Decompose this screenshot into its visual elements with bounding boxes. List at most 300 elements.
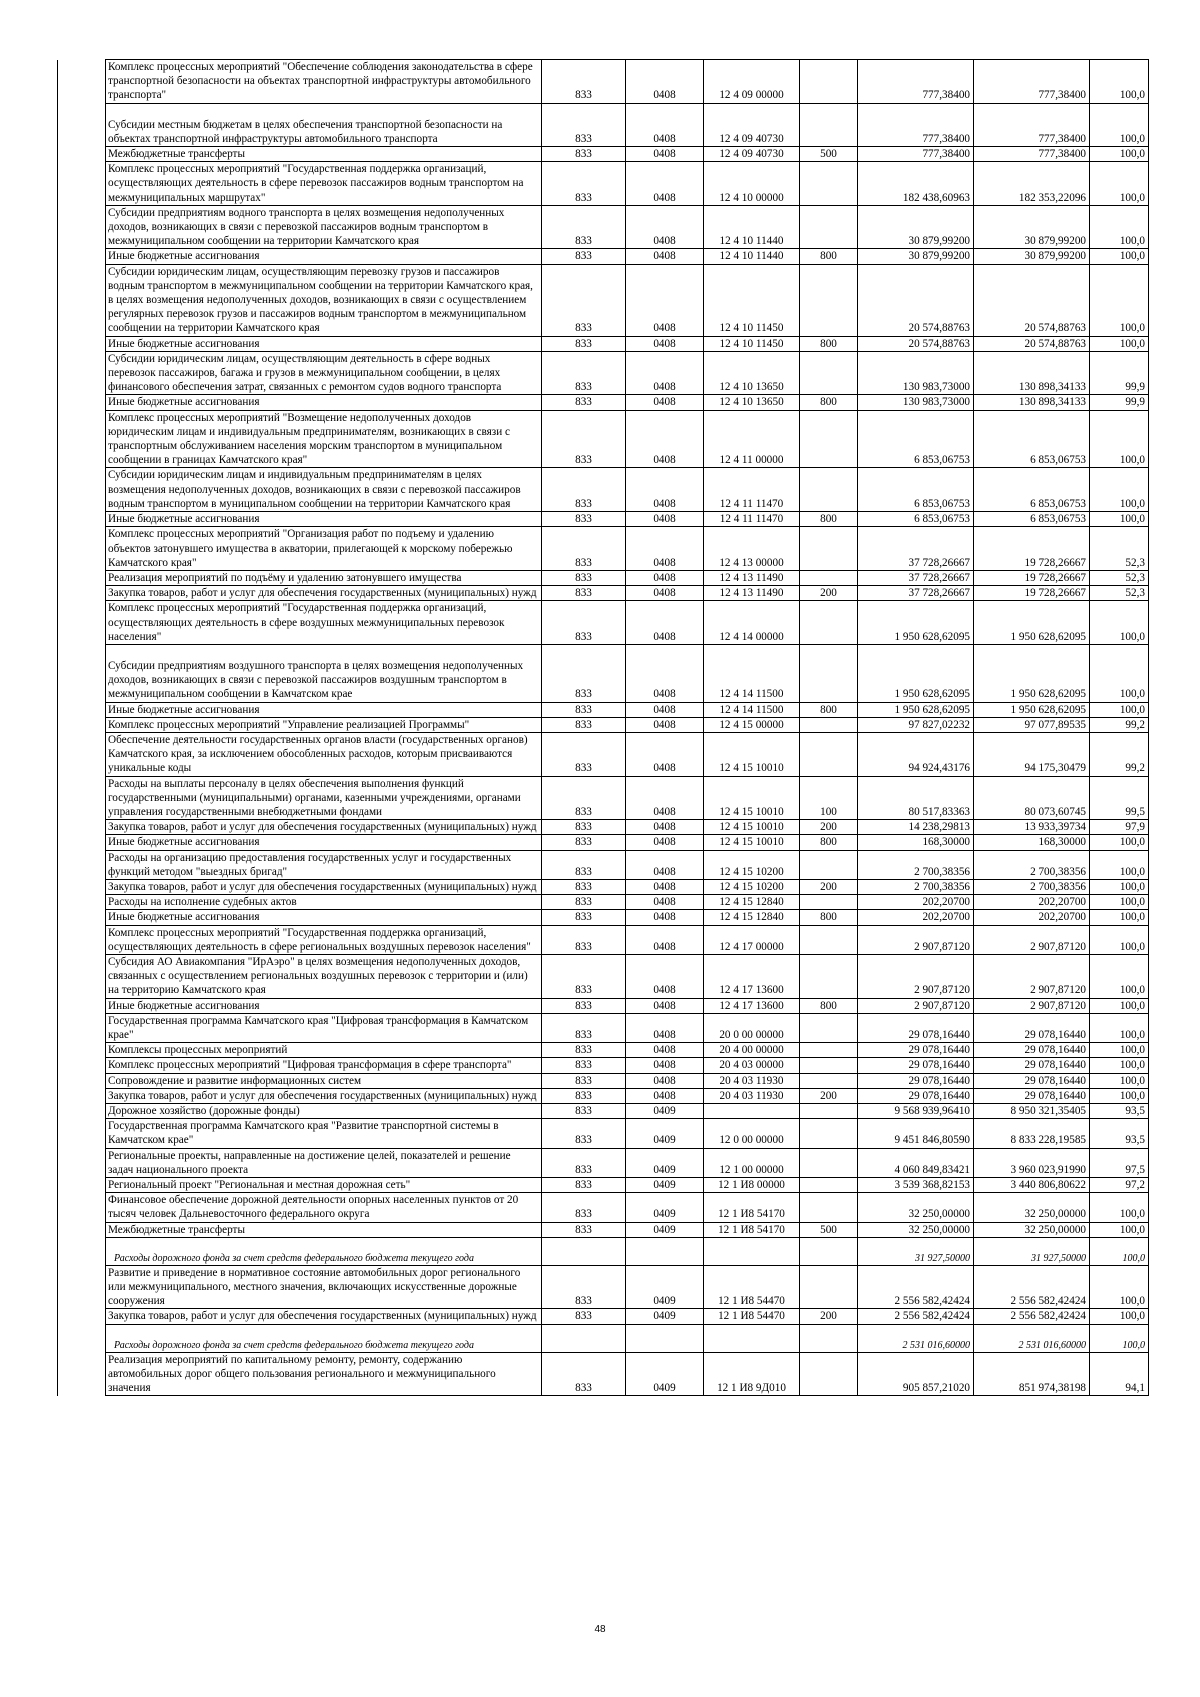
row-percent: 100,0 xyxy=(1090,264,1149,336)
row-plan-amount: 1 950 628,62095 xyxy=(858,644,974,702)
row-admin-code: 833 xyxy=(542,586,626,601)
row-name: Межбюджетные трансферты xyxy=(106,147,542,162)
row-percent: 99,9 xyxy=(1090,395,1149,410)
row-percent: 97,5 xyxy=(1090,1148,1149,1177)
table-row xyxy=(58,601,1149,645)
row-expense-type xyxy=(800,103,858,146)
row-blank-cell xyxy=(58,395,106,410)
table-row xyxy=(58,1119,1149,1148)
row-expense-type xyxy=(800,1265,858,1309)
row-blank-cell xyxy=(58,1013,106,1042)
row-target-code: 12 4 14 11500 xyxy=(704,644,800,702)
row-expense-type xyxy=(800,1193,858,1222)
row-fact-amount: 6 853,06753 xyxy=(974,410,1090,468)
row-admin-code: 833 xyxy=(542,336,626,351)
row-section-code: 0408 xyxy=(626,103,704,146)
table-row xyxy=(58,1058,1149,1073)
row-percent: 100,0 xyxy=(1090,910,1149,925)
row-section-code: 0408 xyxy=(626,147,704,162)
row-target-code: 12 4 10 13650 xyxy=(704,395,800,410)
row-section-code: 0408 xyxy=(626,732,704,776)
table-row xyxy=(58,1104,1149,1119)
row-fact-amount: 6 853,06753 xyxy=(974,468,1090,512)
row-expense-type: 800 xyxy=(800,702,858,717)
row-admin-code: 833 xyxy=(542,644,626,702)
row-percent: 100,0 xyxy=(1090,1324,1149,1352)
row-target-code: 12 1 00 00000 xyxy=(704,1148,800,1177)
row-percent: 100,0 xyxy=(1090,1237,1149,1265)
row-admin-code: 833 xyxy=(542,162,626,206)
row-expense-type xyxy=(800,60,858,104)
table-row xyxy=(58,850,1149,879)
table-row xyxy=(58,910,1149,925)
row-blank-cell xyxy=(58,1352,106,1396)
row-section-code: 0408 xyxy=(626,527,704,571)
row-name: Комплексы процессных мероприятий xyxy=(106,1043,542,1058)
row-expense-type: 800 xyxy=(800,910,858,925)
row-name: Государственная программа Камчатского края "Развитие транспортной системы в Камчатском крае" xyxy=(106,1119,542,1148)
row-plan-amount: 130 983,73000 xyxy=(858,351,974,395)
row-section-code: 0408 xyxy=(626,1043,704,1058)
row-name: Расходы дорожного фонда за счет средств федерального бюджета текущего года xyxy=(106,1324,542,1352)
budget-table-sheet xyxy=(57,59,1148,1396)
table-row xyxy=(58,351,1149,395)
row-blank-cell xyxy=(58,1222,106,1237)
row-target-code: 12 4 13 11490 xyxy=(704,586,800,601)
row-fact-amount: 29 078,16440 xyxy=(974,1073,1090,1088)
table-row xyxy=(58,527,1149,571)
row-expense-type xyxy=(800,644,858,702)
row-plan-amount: 37 728,26667 xyxy=(858,527,974,571)
row-section-code: 0408 xyxy=(626,249,704,264)
row-section-code: 0408 xyxy=(626,468,704,512)
row-percent: 100,0 xyxy=(1090,410,1149,468)
row-section-code: 0408 xyxy=(626,1088,704,1103)
row-blank-cell xyxy=(58,776,106,820)
row-plan-amount: 6 853,06753 xyxy=(858,410,974,468)
row-fact-amount: 130 898,34133 xyxy=(974,395,1090,410)
row-name: Субсидии предприятиям водного транспорта в целях возмещения недополученных доходов, возникающих в связи с перевозкой пассажиров водным транспортом в межмуниципальном сообщении на территории Камчатского края xyxy=(106,205,542,249)
row-admin-code: 833 xyxy=(542,954,626,998)
row-expense-type: 200 xyxy=(800,879,858,894)
row-admin-code xyxy=(542,1324,626,1352)
row-expense-type: 500 xyxy=(800,147,858,162)
row-expense-type xyxy=(800,1104,858,1119)
row-percent: 100,0 xyxy=(1090,205,1149,249)
row-fact-amount: 6 853,06753 xyxy=(974,512,1090,527)
row-target-code: 12 4 09 00000 xyxy=(704,60,800,104)
row-section-code: 0409 xyxy=(626,1104,704,1119)
row-percent: 100,0 xyxy=(1090,702,1149,717)
row-fact-amount: 1 950 628,62095 xyxy=(974,702,1090,717)
row-fact-amount: 30 879,99200 xyxy=(974,205,1090,249)
row-plan-amount: 32 250,00000 xyxy=(858,1222,974,1237)
row-name: Субсидии юридическим лицам, осуществляющим деятельность в сфере водных перевозок пассажиров, багажа и грузов в межмуниципальном сообщении, в целях финансового обеспечения затрат, связанных с ремонтом судов водного транспорта xyxy=(106,351,542,395)
row-fact-amount: 19 728,26667 xyxy=(974,586,1090,601)
row-fact-amount: 130 898,34133 xyxy=(974,351,1090,395)
row-section-code: 0408 xyxy=(626,162,704,206)
row-expense-type xyxy=(800,1043,858,1058)
row-section-code: 0408 xyxy=(626,570,704,585)
row-name: Реализация мероприятий по капитальному ремонту, ремонту, содержанию автомобильных дорог общего пользования регионального и межмуниципального значения xyxy=(106,1352,542,1396)
row-expense-type xyxy=(800,264,858,336)
row-admin-code: 833 xyxy=(542,249,626,264)
row-plan-amount: 182 438,60963 xyxy=(858,162,974,206)
row-plan-amount: 2 556 582,42424 xyxy=(858,1309,974,1324)
table-row xyxy=(58,264,1149,336)
row-plan-amount: 30 879,99200 xyxy=(858,249,974,264)
row-fact-amount: 2 556 582,42424 xyxy=(974,1265,1090,1309)
row-percent: 100,0 xyxy=(1090,147,1149,162)
row-expense-type xyxy=(800,850,858,879)
row-blank-cell xyxy=(58,1265,106,1309)
row-admin-code: 833 xyxy=(542,835,626,850)
row-name: Комплекс процессных мероприятий "Государственная поддержка организаций, осуществляющих деятельность в сфере воздушных межмуниципальных перевозок населения" xyxy=(106,601,542,645)
row-name: Субсидии местным бюджетам в целях обеспечения транспортной безопасности на объектах транспортной инфраструктуры автомобильного транспорта xyxy=(106,103,542,146)
row-fact-amount: 2 700,38356 xyxy=(974,879,1090,894)
table-row xyxy=(58,60,1149,104)
row-admin-code: 833 xyxy=(542,1119,626,1148)
row-name: Субсидии юридическим лицам, осуществляющим перевозку грузов и пассажиров водным транспортом в межмуниципальном сообщении на территории Камчатского края, в целях возмещения недополученных доходов, возникающих в связи с осуществлением регулярных перевозок грузов и пассажиров водным транспортом в межмуниципальном сообщении на территории Камчатского края xyxy=(106,264,542,336)
row-section-code: 0408 xyxy=(626,702,704,717)
row-target-code: 12 4 09 40730 xyxy=(704,147,800,162)
row-target-code: 20 4 03 11930 xyxy=(704,1088,800,1103)
row-admin-code: 833 xyxy=(542,1178,626,1193)
table-row xyxy=(58,147,1149,162)
row-expense-type xyxy=(800,205,858,249)
row-expense-type xyxy=(800,601,858,645)
row-percent: 100,0 xyxy=(1090,850,1149,879)
row-expense-type xyxy=(800,1058,858,1073)
row-percent: 100,0 xyxy=(1090,468,1149,512)
row-percent: 99,2 xyxy=(1090,717,1149,732)
row-percent: 100,0 xyxy=(1090,895,1149,910)
row-target-code: 12 4 10 13650 xyxy=(704,351,800,395)
row-percent: 100,0 xyxy=(1090,1058,1149,1073)
row-blank-cell xyxy=(58,1193,106,1222)
row-section-code: 0408 xyxy=(626,1073,704,1088)
row-percent: 99,2 xyxy=(1090,732,1149,776)
row-plan-amount: 29 078,16440 xyxy=(858,1058,974,1073)
table-row xyxy=(58,410,1149,468)
row-name: Дорожное хозяйство (дорожные фонды) xyxy=(106,1104,542,1119)
row-name: Обеспечение деятельности государственных органов власти (государственных органов) Камчатского края, за исключением обособленных расходов, которым присваиваются уникальные коды xyxy=(106,732,542,776)
row-section-code: 0408 xyxy=(626,910,704,925)
row-plan-amount: 905 857,21020 xyxy=(858,1352,974,1396)
row-expense-type xyxy=(800,1119,858,1148)
row-target-code: 12 1 И8 9Д010 xyxy=(704,1352,800,1396)
row-target-code: 12 1 И8 54470 xyxy=(704,1265,800,1309)
row-fact-amount: 19 728,26667 xyxy=(974,527,1090,571)
row-admin-code: 833 xyxy=(542,850,626,879)
row-name: Закупка товаров, работ и услуг для обеспечения государственных (муниципальных) нужд xyxy=(106,1309,542,1324)
row-fact-amount: 19 728,26667 xyxy=(974,570,1090,585)
row-percent: 100,0 xyxy=(1090,1088,1149,1103)
row-expense-type xyxy=(800,925,858,954)
row-blank-cell xyxy=(58,601,106,645)
table-row xyxy=(58,954,1149,998)
row-blank-cell xyxy=(58,205,106,249)
row-name: Закупка товаров, работ и услуг для обеспечения государственных (муниципальных) нужд xyxy=(106,586,542,601)
row-expense-type xyxy=(800,468,858,512)
row-percent: 100,0 xyxy=(1090,925,1149,954)
row-plan-amount: 6 853,06753 xyxy=(858,468,974,512)
row-target-code: 20 4 03 11930 xyxy=(704,1073,800,1088)
row-expense-type: 800 xyxy=(800,395,858,410)
row-section-code: 0408 xyxy=(626,351,704,395)
row-blank-cell xyxy=(58,895,106,910)
row-fact-amount: 31 927,50000 xyxy=(974,1237,1090,1265)
table-row xyxy=(58,895,1149,910)
row-target-code: 12 4 10 11450 xyxy=(704,336,800,351)
row-fact-amount: 3 960 023,91990 xyxy=(974,1148,1090,1177)
row-plan-amount: 20 574,88763 xyxy=(858,264,974,336)
row-blank-cell xyxy=(58,820,106,835)
row-target-code: 12 0 00 00000 xyxy=(704,1119,800,1148)
row-blank-cell xyxy=(58,336,106,351)
row-admin-code: 833 xyxy=(542,264,626,336)
budget-execution-table xyxy=(57,59,1149,1396)
row-admin-code: 833 xyxy=(542,1013,626,1042)
row-name: Реализация мероприятий по подъёму и удалению затонувшего имущества xyxy=(106,570,542,585)
row-blank-cell xyxy=(58,850,106,879)
row-plan-amount: 202,20700 xyxy=(858,910,974,925)
table-row xyxy=(58,879,1149,894)
row-plan-amount: 2 907,87120 xyxy=(858,925,974,954)
table-row xyxy=(58,835,1149,850)
row-fact-amount: 202,20700 xyxy=(974,895,1090,910)
table-row xyxy=(58,586,1149,601)
row-plan-amount: 777,38400 xyxy=(858,147,974,162)
row-blank-cell xyxy=(58,1088,106,1103)
row-expense-type: 800 xyxy=(800,998,858,1013)
row-blank-cell xyxy=(58,351,106,395)
row-percent: 100,0 xyxy=(1090,1013,1149,1042)
row-plan-amount: 9 451 846,80590 xyxy=(858,1119,974,1148)
row-expense-type xyxy=(800,1073,858,1088)
row-plan-amount: 2 556 582,42424 xyxy=(858,1265,974,1309)
row-fact-amount: 3 440 806,80622 xyxy=(974,1178,1090,1193)
row-admin-code: 833 xyxy=(542,60,626,104)
row-name: Расходы на организацию предоставления государственных услуг и государственных функций методом "выездных бригад" xyxy=(106,850,542,879)
table-row xyxy=(58,1178,1149,1193)
row-percent: 100,0 xyxy=(1090,162,1149,206)
row-name: Закупка товаров, работ и услуг для обеспечения государственных (муниципальных) нужд xyxy=(106,879,542,894)
row-name: Региональные проекты, направленные на достижение целей, показателей и решение задач национального проекта xyxy=(106,1148,542,1177)
row-plan-amount: 777,38400 xyxy=(858,103,974,146)
row-name: Комплекс процессных мероприятий "Управление реализацией Программы" xyxy=(106,717,542,732)
row-expense-type xyxy=(800,895,858,910)
row-plan-amount: 130 983,73000 xyxy=(858,395,974,410)
row-section-code: 0408 xyxy=(626,954,704,998)
row-plan-amount: 2 700,38356 xyxy=(858,850,974,879)
table-row xyxy=(58,998,1149,1013)
row-admin-code: 833 xyxy=(542,147,626,162)
row-section-code: 0408 xyxy=(626,205,704,249)
row-percent: 100,0 xyxy=(1090,954,1149,998)
row-section-code: 0408 xyxy=(626,776,704,820)
row-section-code: 0408 xyxy=(626,895,704,910)
row-name: Расходы на выплаты персоналу в целях обеспечения выполнения функций государственными (муниципальными) органами, казенными учреждениями, органами управления государственными внебюджетными фондами xyxy=(106,776,542,820)
row-section-code: 0409 xyxy=(626,1193,704,1222)
row-blank-cell xyxy=(58,527,106,571)
row-name: Иные бюджетные ассигнования xyxy=(106,998,542,1013)
row-plan-amount: 80 517,83363 xyxy=(858,776,974,820)
row-blank-cell xyxy=(58,732,106,776)
table-row xyxy=(58,1265,1149,1309)
row-percent: 52,3 xyxy=(1090,586,1149,601)
row-target-code: 12 4 11 00000 xyxy=(704,410,800,468)
row-plan-amount: 37 728,26667 xyxy=(858,586,974,601)
row-section-code: 0408 xyxy=(626,1058,704,1073)
row-percent: 100,0 xyxy=(1090,1265,1149,1309)
row-fact-amount: 168,30000 xyxy=(974,835,1090,850)
row-plan-amount: 2 907,87120 xyxy=(858,998,974,1013)
row-target-code: 12 4 15 00000 xyxy=(704,717,800,732)
row-name: Иные бюджетные ассигнования xyxy=(106,249,542,264)
row-name: Субсидия АО Авиакомпания "ИрАэро" в целях возмещения недополученных доходов, связанных с осуществлением региональных воздушных перевозок с территории и (или) на территорию Камчатского края xyxy=(106,954,542,998)
row-fact-amount: 2 531 016,60000 xyxy=(974,1324,1090,1352)
row-expense-type xyxy=(800,954,858,998)
row-expense-type xyxy=(800,162,858,206)
row-percent: 100,0 xyxy=(1090,60,1149,104)
row-section-code: 0408 xyxy=(626,879,704,894)
row-blank-cell xyxy=(58,1178,106,1193)
row-section-code: 0408 xyxy=(626,410,704,468)
table-row xyxy=(58,1309,1149,1324)
row-section-code: 0408 xyxy=(626,644,704,702)
row-percent: 100,0 xyxy=(1090,1043,1149,1058)
row-percent: 100,0 xyxy=(1090,835,1149,850)
row-fact-amount: 2 907,87120 xyxy=(974,998,1090,1013)
row-target-code: 12 4 14 11500 xyxy=(704,702,800,717)
row-target-code xyxy=(704,1237,800,1265)
row-admin-code: 833 xyxy=(542,1104,626,1119)
table-row xyxy=(58,395,1149,410)
row-admin-code: 833 xyxy=(542,998,626,1013)
row-name: Иные бюджетные ассигнования xyxy=(106,395,542,410)
row-target-code: 12 4 10 11440 xyxy=(704,205,800,249)
row-target-code: 12 4 15 10010 xyxy=(704,820,800,835)
row-percent: 100,0 xyxy=(1090,879,1149,894)
row-fact-amount: 80 073,60745 xyxy=(974,776,1090,820)
row-plan-amount: 1 950 628,62095 xyxy=(858,702,974,717)
table-row xyxy=(58,1013,1149,1042)
row-plan-amount: 168,30000 xyxy=(858,835,974,850)
row-blank-cell xyxy=(58,586,106,601)
row-admin-code: 833 xyxy=(542,527,626,571)
row-expense-type xyxy=(800,1352,858,1396)
row-fact-amount: 202,20700 xyxy=(974,910,1090,925)
table-row xyxy=(58,1073,1149,1088)
row-target-code: 12 1 И8 00000 xyxy=(704,1178,800,1193)
table-row xyxy=(58,1148,1149,1177)
row-plan-amount: 31 927,50000 xyxy=(858,1237,974,1265)
row-fact-amount: 777,38400 xyxy=(974,147,1090,162)
row-percent: 93,5 xyxy=(1090,1104,1149,1119)
row-fact-amount: 32 250,00000 xyxy=(974,1222,1090,1237)
row-admin-code: 833 xyxy=(542,351,626,395)
row-fact-amount: 20 574,88763 xyxy=(974,336,1090,351)
row-plan-amount: 777,38400 xyxy=(858,60,974,104)
table-row xyxy=(58,776,1149,820)
row-name: Комплекс процессных мероприятий "Обеспечение соблюдения законодательства в сфере транспортной безопасности на объектах транспортной инфраструктуры автомобильного транспорта" xyxy=(106,60,542,104)
row-blank-cell xyxy=(58,1073,106,1088)
row-blank-cell xyxy=(58,1043,106,1058)
row-blank-cell xyxy=(58,1237,106,1265)
row-expense-type xyxy=(800,732,858,776)
row-section-code: 0408 xyxy=(626,998,704,1013)
row-fact-amount: 1 950 628,62095 xyxy=(974,601,1090,645)
row-percent: 52,3 xyxy=(1090,527,1149,571)
row-target-code: 12 4 13 00000 xyxy=(704,527,800,571)
row-fact-amount: 29 078,16440 xyxy=(974,1013,1090,1042)
row-name: Расходы на исполнение судебных актов xyxy=(106,895,542,910)
table-row xyxy=(58,1237,1149,1265)
row-target-code: 12 4 09 40730 xyxy=(704,103,800,146)
row-section-code: 0408 xyxy=(626,601,704,645)
row-percent: 100,0 xyxy=(1090,644,1149,702)
table-row xyxy=(58,1324,1149,1352)
row-expense-type xyxy=(800,410,858,468)
row-admin-code: 833 xyxy=(542,1193,626,1222)
row-name: Финансовое обеспечение дорожной деятельности опорных населенных пунктов от 20 тысяч человек Дальневосточного федерального округа xyxy=(106,1193,542,1222)
row-blank-cell xyxy=(58,264,106,336)
row-percent: 100,0 xyxy=(1090,103,1149,146)
row-name: Развитие и приведение в нормативное состояние автомобильных дорог регионального или межмуниципального, местного значения, включающих искусственные дорожные сооружения xyxy=(106,1265,542,1309)
row-section-code: 0408 xyxy=(626,717,704,732)
row-expense-type xyxy=(800,1237,858,1265)
table-row xyxy=(58,644,1149,702)
row-target-code xyxy=(704,1324,800,1352)
row-plan-amount: 2 700,38356 xyxy=(858,879,974,894)
row-target-code: 12 4 14 00000 xyxy=(704,601,800,645)
row-blank-cell xyxy=(58,1148,106,1177)
row-target-code: 12 4 10 11440 xyxy=(704,249,800,264)
row-plan-amount: 97 827,02232 xyxy=(858,717,974,732)
row-section-code: 0409 xyxy=(626,1222,704,1237)
table-row xyxy=(58,1193,1149,1222)
row-section-code: 0409 xyxy=(626,1309,704,1324)
row-fact-amount: 13 933,39734 xyxy=(974,820,1090,835)
row-blank-cell xyxy=(58,410,106,468)
row-admin-code: 833 xyxy=(542,702,626,717)
row-admin-code: 833 xyxy=(542,1058,626,1073)
row-blank-cell xyxy=(58,1309,106,1324)
row-blank-cell xyxy=(58,1058,106,1073)
row-admin-code: 833 xyxy=(542,910,626,925)
row-percent: 100,0 xyxy=(1090,1193,1149,1222)
row-blank-cell xyxy=(58,910,106,925)
row-expense-type: 800 xyxy=(800,512,858,527)
row-admin-code: 833 xyxy=(542,732,626,776)
row-plan-amount: 20 574,88763 xyxy=(858,336,974,351)
row-admin-code: 833 xyxy=(542,1148,626,1177)
row-expense-type xyxy=(800,570,858,585)
row-section-code: 0409 xyxy=(626,1352,704,1396)
row-section-code: 0409 xyxy=(626,1148,704,1177)
table-row xyxy=(58,103,1149,146)
row-percent: 100,0 xyxy=(1090,1073,1149,1088)
row-section-code: 0408 xyxy=(626,60,704,104)
row-admin-code: 833 xyxy=(542,820,626,835)
row-admin-code: 833 xyxy=(542,1222,626,1237)
table-row xyxy=(58,1222,1149,1237)
row-admin-code: 833 xyxy=(542,1073,626,1088)
row-name: Иные бюджетные ассигнования xyxy=(106,702,542,717)
row-name: Субсидии предприятиям воздушного транспорта в целях возмещения недополученных доходов, возникающих в связи с перевозкой пассажиров воздушным транспортом в межмуниципальном сообщении в Камчатском крае xyxy=(106,644,542,702)
row-admin-code: 833 xyxy=(542,601,626,645)
